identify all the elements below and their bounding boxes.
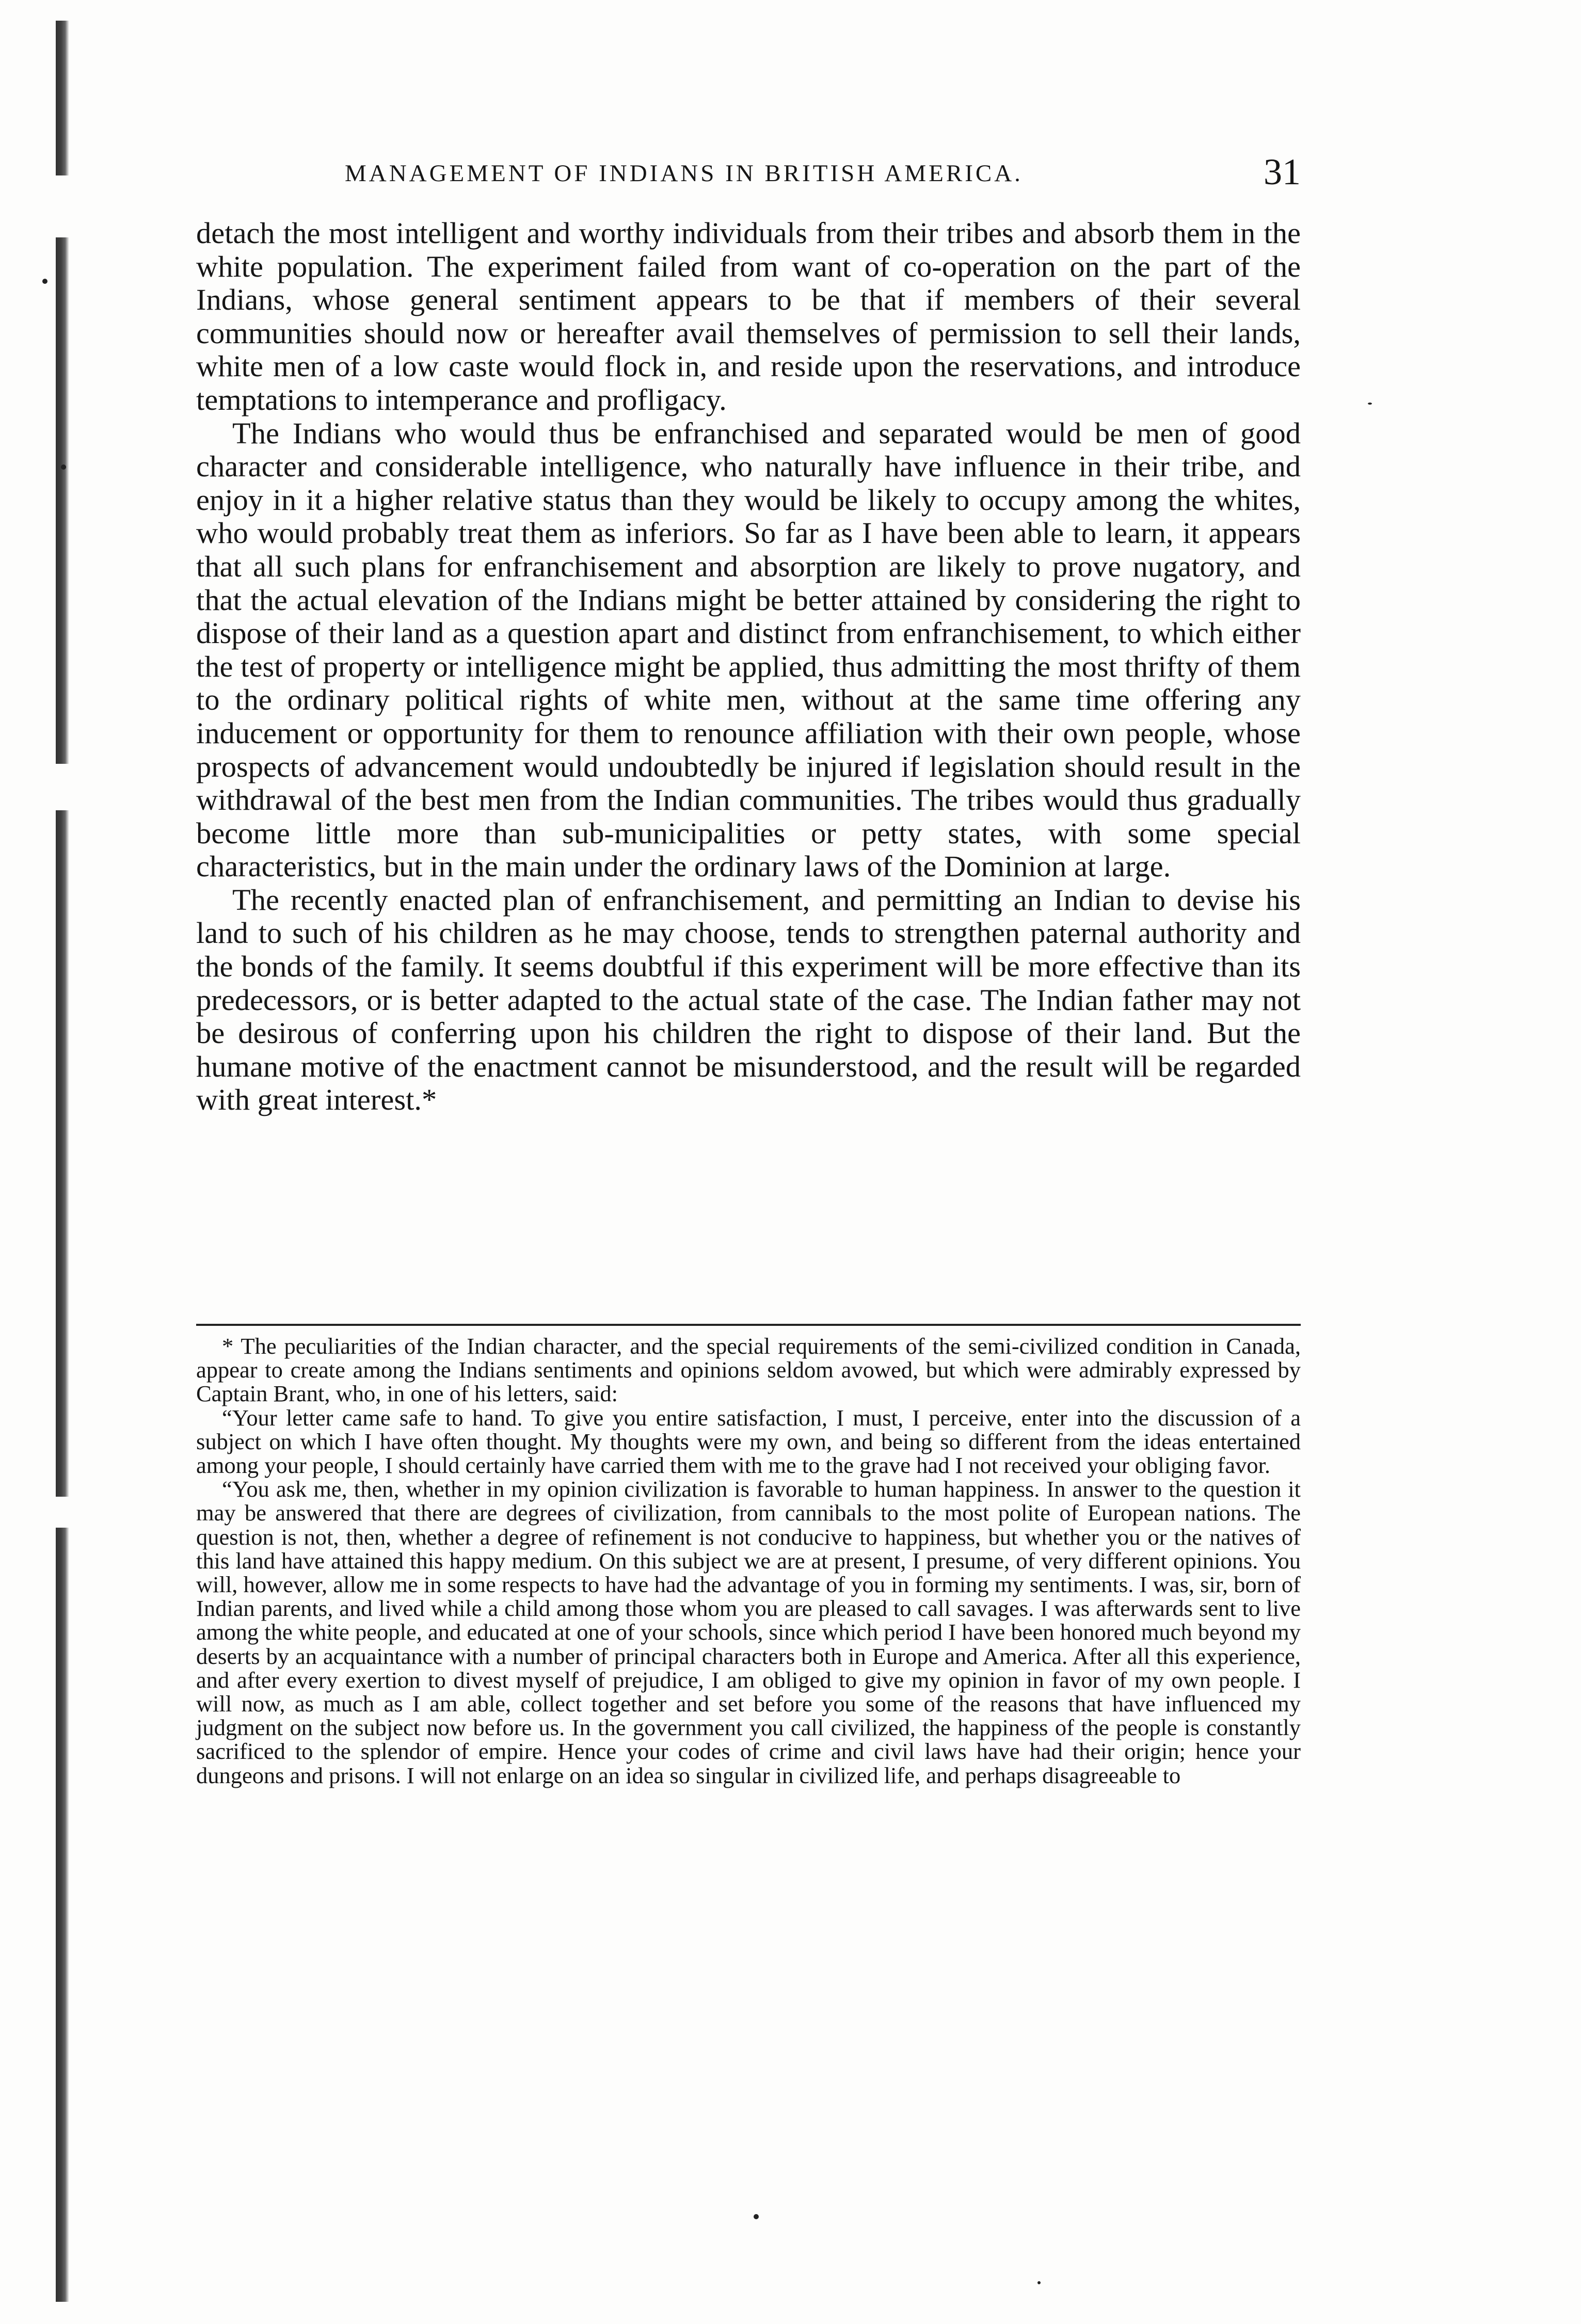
footnote-paragraph: * The peculiarities of the Indian character, and the special requirements of the semi-civilized condition in Canada, appear to create among the Indians sentiments and opinions seldom avowed, but which were admirably expressed by Captain Brant, who, in one of his letters, said: — [196, 1333, 1301, 1407]
running-title: MANAGEMENT OF INDIANS IN BRITISH AMERICA. — [345, 160, 1023, 187]
body-paragraph: The recently enacted plan of enfranchisement, and permitting an Indian to devise his land to such of his children as he may choose, tends to strengthen paternal authority and the bonds of the family. It seems doubtful if this experiment will be more effective than its predecessors, or is better adapted to the actual state of the case. The Indian father may not be desirous of conferring upon his children the right to dispose of their land. But the humane motive of the enactment cannot be misunderstood, and the result will be regarded with great interest.* — [196, 883, 1301, 1117]
binding-gap — [54, 175, 74, 237]
running-header — [196, 153, 1301, 194]
footnote-paragraph: “You ask me, then, whether in my opinion civilization is favorable to human happiness. In answer to the question it may be answered that there are degrees of civilization, from cannibals to the most polite of European nations. The question is not, then, whether a degree of refinement is not conducive to happiness, but whether you or the natives of this land have attained this happy medium. On this subject we are at present, I presume, of very different opinions. You will, however, allow me in some respects to have had the advantage of you in forming my sentiments. I was, sir, born of Indian parents, and lived while a child among those whom you are pleased to call savages. I was afterwards sent to live among the white people, and educated at one of your schools, since which period I have been honored much beyond my deserts by an acquaintance with a number of principal characters both in Europe and America. After all this experience, and after every exertion to divest myself of prejudice, I am obliged to give my opinion in favor of my own people. I will now, as much as I am able, collect together and set before you some of the reasons that have influenced my judgment on the subject now before us. In the government you call civilized, the happiness of the people is constantly sacrificed to the splendor of empire. Hence your codes of crime and civil laws have had their origin; hence your dungeons and prisons. I will not enlarge on an idea so singular in civilized life, and perhaps disagreeable to — [196, 1476, 1301, 1788]
page-number: 31 — [1264, 151, 1301, 193]
scan-speck — [754, 2214, 759, 2219]
scan-speck — [1037, 2281, 1041, 2284]
body-text — [196, 217, 1301, 1117]
binding-gap — [54, 764, 74, 810]
body-paragraph: detach the most intelligent and worthy individuals from their tribes and absorb them in the white population. The experiment failed from want of co-operation on the part of the Indians, whose general sentiment appears to be that if members of their several communities should now or hereafter avail themselves of permission to sell their lands, white men of a low caste would flock in, and reside upon the reservations, and introduce temptations to intemperance and profligacy. — [196, 216, 1301, 416]
binding-gap — [54, 1497, 74, 1528]
scan-speck — [1368, 403, 1372, 405]
body-paragraph: The Indians who would thus be enfranchised and separated would be men of good character and considerable intelligence, who naturally have influence in their tribe, and enjoy in it a higher relative status than they would be likely to occupy among the whites, who would probably treat them as inferiors. So far as I have been able to learn, it appears that all such plans for enfranchisement and absorption are likely to prove nugatory, and that the actual elevation of the Indians might be better attained by considering the right to dispose of their land as a question apart and distinct from enfranchisement, to which either the test of property or intelligence might be applied, thus admitting the most thrifty of them to the ordinary political rights of white men, without at the same time offering any inducement or opportunity for them to renounce affiliation with their own people, whose prospects of advancement would undoubtedly be injured if legislation should result in the withdrawal of the best men from the Indian communities. The tribes would thus gradually become little more than sub-municipalities or petty states, with some special characteristics, but in the main under the ordinary laws of the Dominion at large. — [196, 416, 1301, 884]
footnote-paragraph: “Your letter came safe to hand. To give you entire satisfaction, I must, I perceive, enter into the discussion of a subject on which I have often thought. My thoughts were my own, and being so different from the ideas entertained among your people, I should certainly have carried them with me to the grave had I not received your obliging favor. — [196, 1404, 1301, 1479]
scan-speck — [42, 279, 47, 284]
footnotes — [196, 1334, 1301, 1787]
binding-shadow — [56, 21, 69, 2302]
scan-speck — [61, 464, 66, 470]
footnote-divider — [196, 1324, 1301, 1326]
